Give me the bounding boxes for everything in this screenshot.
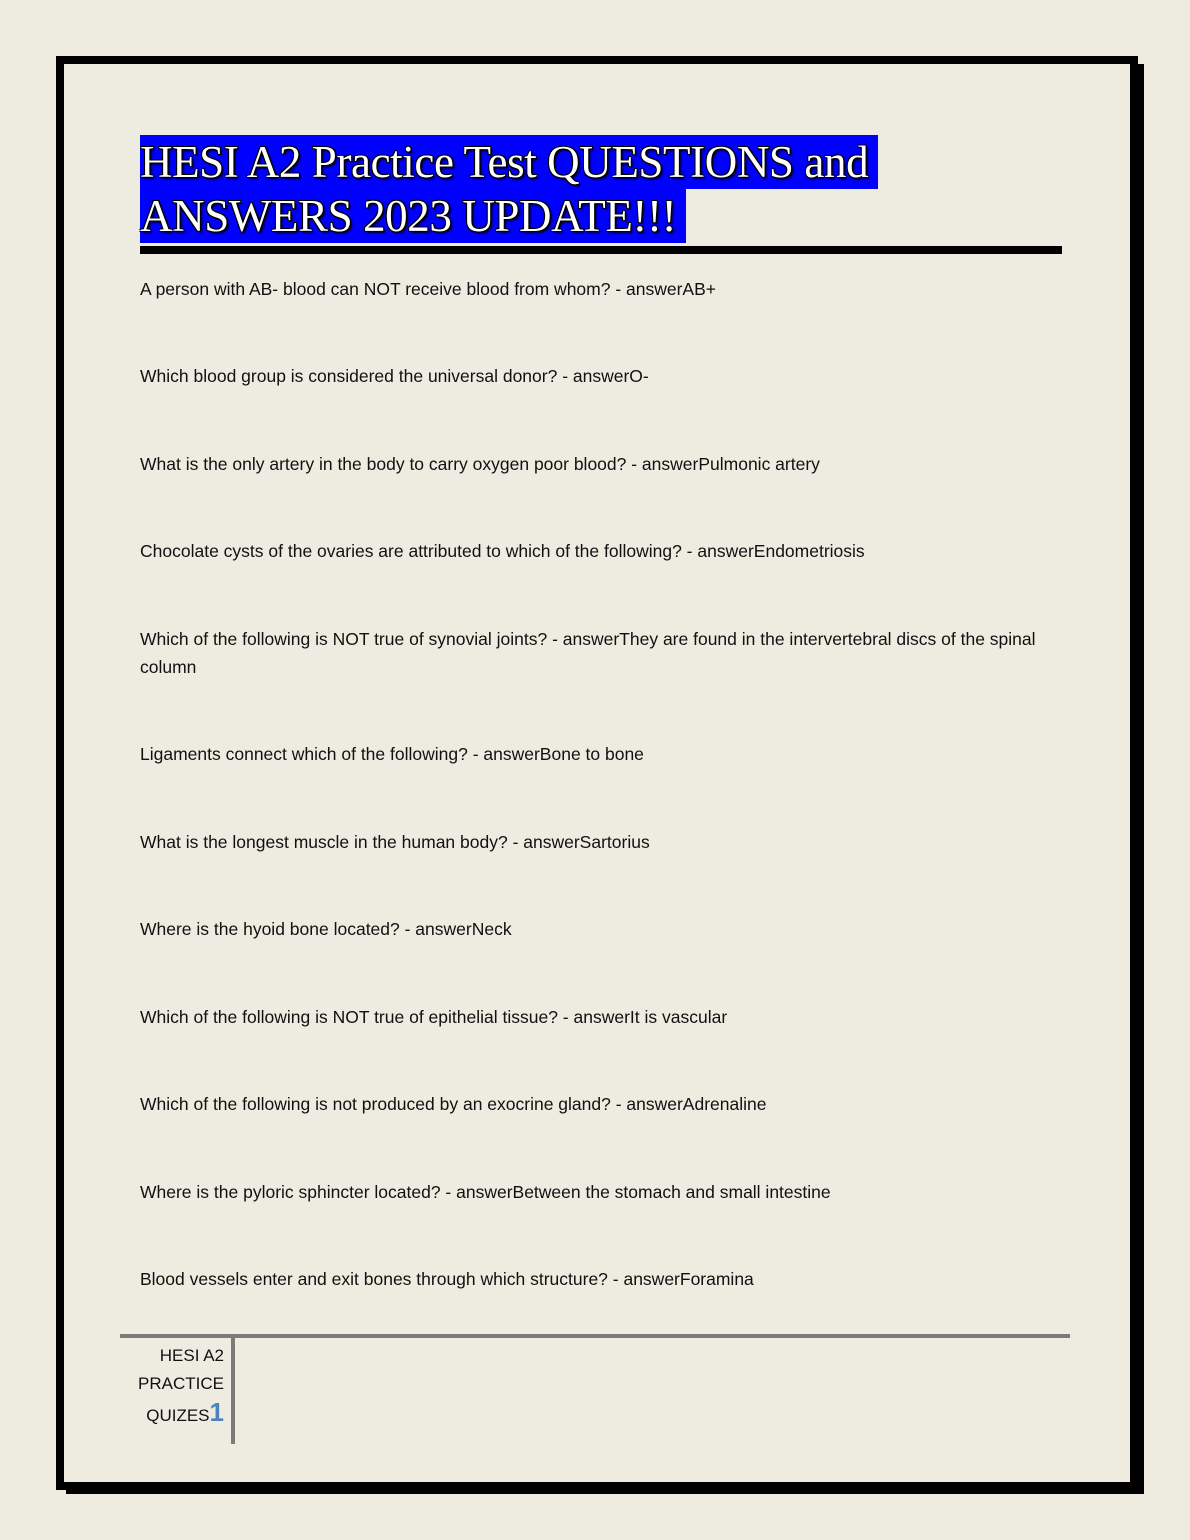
title-underline	[140, 246, 1062, 254]
qa-item: Which of the following is not produced by an exocrine gland? - answerAdrenaline	[140, 1094, 767, 1114]
footer-line-1: HESI A2	[159, 1346, 224, 1365]
qa-item: A person with AB- blood can NOT receive blood from whom? - answerAB+	[140, 279, 716, 299]
qa-item: Which of the following is NOT true of epithelial tissue? - answerIt is vascular	[140, 1007, 728, 1027]
qa-item: Blood vessels enter and exit bones through which structure? - answerForamina	[140, 1269, 754, 1289]
footer-line-2: PRACTICE	[138, 1374, 224, 1393]
footer-divider	[120, 1334, 1070, 1338]
page-number: 1	[209, 1397, 224, 1427]
qa-item: Ligaments connect which of the following? - answerBone to bone	[140, 744, 644, 764]
footer-vertical-divider	[231, 1338, 235, 1444]
qa-item: What is the longest muscle in the human body? - answerSartorius	[140, 832, 650, 852]
footer-label	[120, 1342, 224, 1430]
qa-item: Where is the hyoid bone located? - answerNeck	[140, 919, 512, 939]
qa-item: Chocolate cysts of the ovaries are attributed to which of the following? - answerEndometriosis	[140, 541, 865, 561]
qa-item: What is the only artery in the body to carry oxygen poor blood? - answerPulmonic artery	[140, 454, 820, 474]
title-line-1: HESI A2 Practice Test QUESTIONS and	[140, 135, 878, 189]
qa-item: Which blood group is considered the universal donor? - answerO-	[140, 366, 649, 386]
qa-item: Which of the following is NOT true of synovial joints? - answerThey are found in the intervertebral discs of the spinal column	[140, 629, 1036, 677]
qa-item: Where is the pyloric sphincter located? - answerBetween the stomach and small intestine	[140, 1182, 831, 1202]
footer-line-3	[120, 1398, 224, 1430]
title-line-2: ANSWERS 2023 UPDATE!!!	[140, 189, 686, 243]
footer-quizes-text: QUIZES	[146, 1406, 210, 1425]
page-title	[140, 135, 1062, 243]
